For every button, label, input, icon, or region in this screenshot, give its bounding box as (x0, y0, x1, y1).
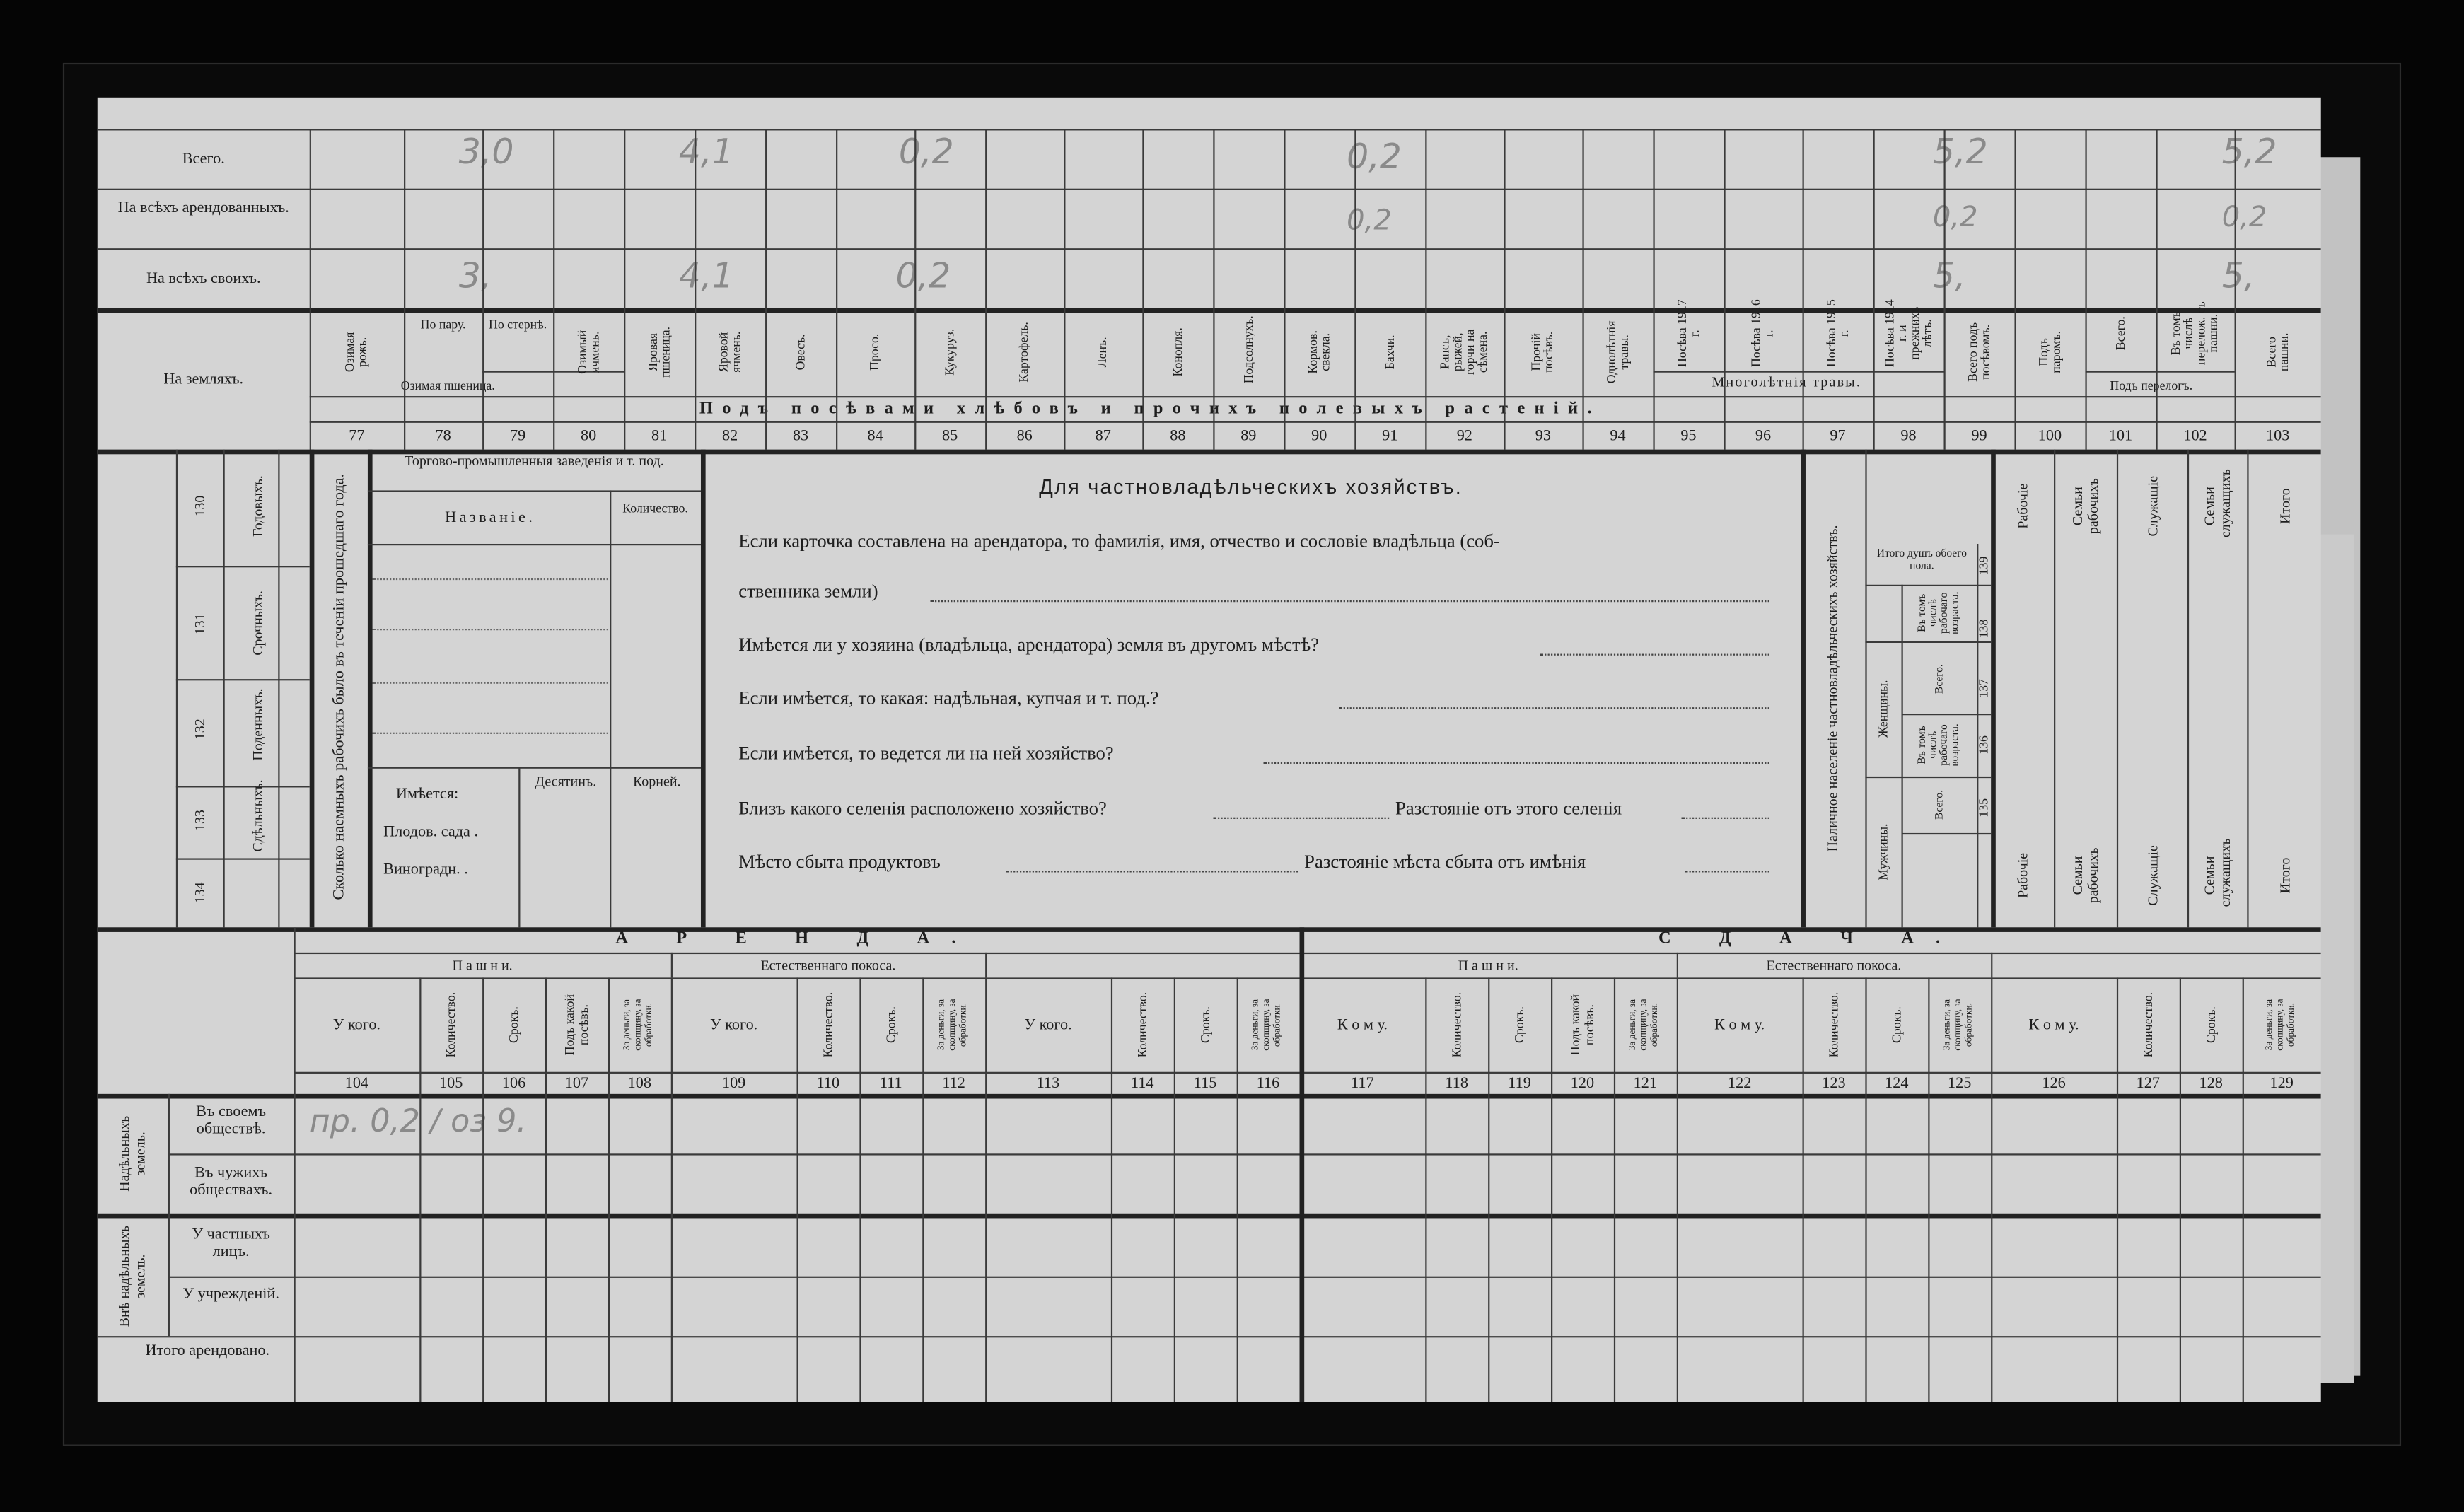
top-col-line (765, 129, 767, 449)
crop-100: Подъ паромъ. (2035, 330, 2063, 373)
lower-pod_posev-120: Подъ какой посѣвъ. (1568, 994, 1597, 1056)
lower-group-line (1991, 953, 1992, 978)
lower-col-line (1425, 977, 1426, 1402)
trade-name-header: Названіе. (445, 509, 536, 527)
men-total-label: Всего. (1932, 789, 1946, 820)
lower-col-line (1111, 977, 1112, 1402)
col-num-82: 82 (721, 427, 738, 445)
top-col-line (1873, 129, 1875, 449)
worker-col-line (2247, 450, 2248, 928)
lower-col-num-123: 123 (1822, 1075, 1846, 1093)
lower-col-num-106: 106 (501, 1075, 526, 1093)
fallow-label: Подъ перелогъ. (2110, 378, 2193, 393)
lower-col-line (545, 977, 547, 1402)
lower-col-line (482, 977, 484, 1402)
col-num-95: 95 (1680, 427, 1697, 445)
col-139: 139 (1977, 556, 1992, 576)
row-private-persons: У частныхъ лицъ. (192, 1226, 270, 1261)
lower-srok-115: Срокъ. (1198, 1006, 1213, 1044)
lower-kolichestvo-105: Количество. (443, 991, 458, 1058)
arenda-pokos: Естественнаго покоса. (760, 957, 896, 973)
col-num-89: 89 (1240, 427, 1257, 445)
korney-header: Корней. (632, 773, 681, 789)
winter-wheat-label: Озимая пшеница. (400, 378, 495, 393)
worker-col-line (2117, 450, 2118, 928)
lower-komu-122: К о м у. (1714, 1016, 1765, 1035)
crop-85: Кукуруз. (942, 328, 957, 376)
lower-srok-119: Срокъ. (1512, 1006, 1527, 1044)
row-total-rented: Итого арендовано. (145, 1342, 270, 1360)
sdacha-pashni: П а ш н и. (1458, 957, 1518, 973)
population-title: Наличное населеніе частновладѣльческихъ хозяйствъ. (1824, 525, 1840, 852)
lower-col-line (2117, 977, 2118, 1402)
lower-kolichestvo-114: Количество. (1135, 991, 1150, 1058)
crop-95: Посѣва 1917 г. (1674, 299, 1702, 368)
lower-srok-128: Срокъ. (2204, 1006, 2219, 1044)
top-col-line (1803, 129, 1804, 449)
hw-rented-103: 0,2 (2221, 201, 2267, 235)
nadel-lands-label: Надѣльныхъ земель. (116, 1115, 148, 1192)
col-num-77: 77 (349, 427, 365, 445)
top-col-line (914, 129, 916, 449)
q-land-type: Если имѣется, то какая: надѣльная, купчая и т. под.? (738, 687, 1159, 709)
col-num-96: 96 (1755, 427, 1772, 445)
lower-col-num-120: 120 (1570, 1075, 1595, 1093)
col-136: 136 (1977, 735, 1992, 755)
top-col-line (1425, 129, 1426, 449)
crop-78: По пару. (420, 317, 466, 332)
population-total-label: Итого душъ обоего пола. (1876, 547, 1967, 572)
lower-col-line (859, 977, 861, 1402)
lower-col-num-124: 124 (1885, 1075, 1909, 1093)
top-col-line (695, 129, 696, 449)
lower-col-num-122: 122 (1727, 1075, 1752, 1093)
lower-za_dengi-125: За деньги, за скопщину, за обработки. (1943, 999, 1975, 1051)
col-num-100: 100 (2038, 427, 2062, 445)
lower-kolichestvo-123: Количество. (1826, 991, 1841, 1058)
q-owner-line2: ственника земли) (738, 580, 878, 603)
lower-col-num-107: 107 (564, 1075, 589, 1093)
hired-col-130: 130 (192, 495, 208, 517)
lower-group-line (1677, 953, 1678, 978)
hw-total-85: 0,2 (898, 133, 954, 173)
hw-own-103: 5, (2221, 257, 2255, 298)
winter-wheat-bracket (482, 371, 624, 373)
lower-za_dengi-121: За деньги, за скопщину, за обработки. (1628, 999, 1661, 1051)
q-owner-line1: Если карточка составлена на арендатора, то фамилія, имя, отчество и сословіе владѣльца (соб- (738, 529, 1500, 552)
crop-96: Посѣва 1916 г. (1748, 299, 1776, 368)
col-num-81: 81 (651, 427, 668, 445)
sdacha-heading: С Д А Ч А. (1658, 929, 1963, 948)
hired-col-132: 132 (192, 719, 208, 740)
col-num-99: 99 (1971, 427, 1987, 445)
top-col-line (1064, 129, 1065, 449)
top-col-line (624, 129, 625, 449)
worker-3-top: Семьи служащихъ (2201, 469, 2233, 538)
col-num-85: 85 (942, 427, 958, 445)
top-col-line (2014, 129, 2016, 449)
lower-group-line (985, 953, 987, 978)
hw-total-82: 4,1 (678, 133, 734, 173)
hired-label-133: Сдѣльныхъ. (250, 779, 266, 852)
crop-103: Всего пашни. (2263, 332, 2291, 372)
worker-0-bottom: Рабочіе (2014, 852, 2030, 899)
lower-col-line (671, 977, 673, 1402)
lower-col-num-115: 115 (1193, 1075, 1217, 1093)
worker-2-bottom: Служащіе (2144, 845, 2161, 906)
men-label: Мужчины. (1876, 823, 1890, 880)
crop-93: Прочій посѣвъ. (1528, 331, 1556, 373)
lower-srok-106: Срокъ. (506, 1006, 521, 1044)
col-num-102: 102 (2183, 427, 2207, 445)
census-card (98, 98, 2321, 1402)
col-num-80: 80 (580, 427, 597, 445)
hw-total-99: 5,2 (1932, 133, 1988, 173)
lower-col-line (1174, 977, 1175, 1402)
row-institutions: У учрежденій. (182, 1286, 279, 1303)
hired-label-130: Годовыхъ. (250, 475, 266, 537)
crop-79: По стернѣ. (489, 317, 547, 332)
crop-99: Всего подъ посѣвомъ. (1965, 322, 1992, 382)
q-market: Мѣсто сбыта продуктовъ (738, 850, 941, 873)
lower-col-line (1237, 977, 1238, 1402)
hired-label-131: Срочныхъ. (250, 591, 266, 656)
q-farming-there: Если имѣется, то ведется ли на ней хозяйство? (738, 742, 1114, 764)
crop-92: Рапсъ, рыжей, горчи на сѣмена. (1438, 329, 1490, 376)
top-col-line (2235, 129, 2236, 449)
lower-col-num-129: 129 (2270, 1075, 2294, 1093)
col-num-78: 78 (435, 427, 451, 445)
crop-90: Кормов. свекла. (1305, 330, 1332, 374)
lower-col-num-126: 126 (2042, 1075, 2066, 1093)
lower-col-num-112: 112 (942, 1075, 965, 1093)
worker-2-top: Служащіе (2144, 475, 2161, 537)
col-num-98: 98 (1900, 427, 1917, 445)
crop-101: Всего. (2113, 316, 2127, 351)
lower-group-line (671, 953, 673, 978)
top-col-line (1504, 129, 1505, 449)
hired-workers-label: Сколько наемныхъ рабочихъ было въ теченіи прошедшаго года. (330, 473, 349, 900)
lower-u_kogo-109: У кого. (709, 1016, 758, 1035)
col-num-87: 87 (1095, 427, 1111, 445)
crop-81: Яровая пшеница. (645, 326, 672, 378)
lower-pod_posev-107: Подъ какой посѣвъ. (562, 994, 591, 1056)
lower-srok-124: Срокъ. (1889, 1006, 1904, 1044)
top-col-line (1213, 129, 1214, 449)
women-working-age-label: Въ томъ числѣ рабочаго возраста. (1915, 591, 1961, 635)
col-num-103: 103 (2265, 427, 2290, 445)
lower-col-line (985, 977, 987, 1402)
lower-za_dengi-129: За деньги, за скопщину, за обработки. (2265, 999, 2297, 1051)
col-num-88: 88 (1170, 427, 1186, 445)
lower-col-line (1803, 977, 1804, 1402)
lower-col-num-113: 113 (1036, 1075, 1060, 1093)
col-num-86: 86 (1016, 427, 1033, 445)
lower-col-line (922, 977, 924, 1402)
col-num-101: 101 (2108, 427, 2133, 445)
hw-total-91: 0,2 (1347, 138, 1402, 178)
col-num-97: 97 (1830, 427, 1846, 445)
crop-84: Просо. (867, 333, 882, 371)
lower-col-num-111: 111 (879, 1075, 902, 1093)
lower-col-line (1928, 977, 1929, 1402)
lower-col-line (1614, 977, 1615, 1402)
lower-col-num-108: 108 (627, 1075, 651, 1093)
lower-za_dengi-116: За деньги, за скопщину, за обработки. (1251, 999, 1284, 1051)
hw-arenda-row1: пр. 0,2 / оз 9. (309, 1101, 527, 1140)
lower-col-num-121: 121 (1633, 1075, 1657, 1093)
lower-col-line (1488, 977, 1489, 1402)
top-col-line (2085, 129, 2086, 449)
lower-col-num-116: 116 (1256, 1075, 1280, 1093)
q-nearest-village: Близъ какого селенія расположено хозяйство? (738, 796, 1107, 819)
row-label-total: Всего. (182, 151, 225, 168)
col-num-83: 83 (792, 427, 809, 445)
crop-82: Яровой ячмень. (716, 331, 743, 373)
worker-0-top: Рабочіе (2014, 483, 2030, 529)
lower-komu-126: К о м у. (2028, 1016, 2079, 1035)
orchard-have-label: Имѣется: (395, 786, 459, 803)
top-col-line (1653, 129, 1654, 449)
lower-komu-117: К о м у. (1337, 1016, 1388, 1035)
top-col-line (1284, 129, 1285, 449)
col-num-93: 93 (1535, 427, 1552, 445)
crop-94: Однолѣтнія травы. (1603, 320, 1631, 384)
worker-col-line (2187, 450, 2189, 928)
hw-own-85: 0,2 (895, 257, 951, 298)
hired-col-133: 133 (192, 810, 208, 832)
fallow-bracket (2085, 371, 2234, 373)
top-col-line (553, 129, 554, 449)
fruit-orchard-label: Плодов. сада . (383, 823, 479, 842)
hw-own-99: 5, (1932, 257, 1966, 298)
sdacha-pokos: Естественнаго покоса. (1766, 957, 1902, 973)
lower-col-num-125: 125 (1948, 1075, 1972, 1093)
top-col-line (1724, 129, 1725, 449)
lower-col-line (2180, 977, 2181, 1402)
lower-kolichestvo-118: Количество. (1449, 991, 1464, 1058)
worker-4-bottom: Итого (2276, 857, 2292, 894)
arenda-heading: А Р Е Н Д А. (615, 929, 978, 948)
hw-own-82: 4,1 (678, 257, 734, 298)
crops-heading: Подъ посѣвами хлѣбовъ и прочихъ полевыхъ растеній. (699, 399, 1601, 419)
crop-88: Конопля. (1170, 327, 1185, 377)
crop-83: Овесъ. (792, 334, 807, 371)
top-col-line (1354, 129, 1356, 449)
crop-77: Озимая рожь. (342, 332, 370, 373)
lower-u_kogo-104: У кого. (332, 1016, 381, 1035)
perennial-grass-label: Многолѣтнія травы. (1712, 373, 1862, 390)
col-137: 137 (1977, 679, 1992, 698)
private-farms-title: Для частновладѣльческихъ хозяйствъ. (1039, 475, 1463, 499)
worker-1-bottom: Семьи рабочихъ (2069, 847, 2101, 904)
top-col-line (482, 129, 484, 449)
q-distance-market: Разстояніе мѣста сбыта отъ имѣнія (1304, 850, 1586, 873)
lower-col-num-105: 105 (439, 1075, 463, 1093)
arenda-pashni: П а ш н и. (452, 957, 513, 973)
lower-col-num-109: 109 (721, 1075, 746, 1093)
lower-col-line (2243, 977, 2244, 1402)
crop-98: Посѣва 1914 г. и прежнихъ лѣтъ. (1881, 299, 1934, 368)
lower-col-line (1991, 977, 1992, 1402)
lower-col-num-104: 104 (344, 1075, 369, 1093)
hired-col-134: 134 (192, 882, 208, 904)
top-col-line (2156, 129, 2157, 449)
lower-col-num-127: 127 (2136, 1075, 2161, 1093)
col-135: 135 (1977, 798, 1992, 818)
top-col-line (1142, 129, 1144, 449)
crop-86: Картофель. (1016, 322, 1031, 383)
row-label-rented: На всѣхъ арендованныхъ. (117, 199, 289, 217)
women-total-label: Всего. (1932, 664, 1946, 694)
hw-total-103: 5,2 (2221, 133, 2277, 173)
crop-102: Въ томъ числѣ перелож. съ пашни. (2168, 301, 2221, 366)
col-num-94: 94 (1610, 427, 1626, 445)
worker-col-line (2054, 450, 2055, 928)
lower-col-num-118: 118 (1445, 1075, 1468, 1093)
worker-4-top: Итого (2276, 488, 2292, 524)
hired-col-131: 131 (192, 613, 208, 635)
top-col-line (1582, 129, 1583, 449)
lower-col-line (1677, 977, 1678, 1402)
crop-89: Подсолнухъ. (1240, 315, 1255, 384)
col-num-91: 91 (1382, 427, 1398, 445)
lower-col-line (419, 977, 421, 1402)
lower-za_dengi-108: За деньги, за скопщину, за обработки. (622, 999, 655, 1051)
men-working-age-label: Въ томъ числѣ рабочаго возраста. (1915, 723, 1961, 767)
row-own-community: Въ своемъ обществѣ. (196, 1103, 267, 1139)
hw-rented-99: 0,2 (1932, 201, 1978, 235)
worker-3-bottom: Семьи служащихъ (2201, 838, 2233, 907)
row-other-communities: Въ чужихъ обществахъ. (190, 1164, 273, 1199)
top-col-line (985, 129, 987, 449)
perennial-bracket (1653, 371, 1943, 373)
lower-col-line (608, 977, 610, 1402)
col-num-92: 92 (1456, 427, 1472, 445)
lower-u_kogo-113: У кого. (1024, 1016, 1072, 1035)
q-land-elsewhere: Имѣется ли у хозяина (владѣльца, арендатора) земля въ другомъ мѣстѣ? (738, 633, 1320, 656)
q-distance-village: Разстояніе отъ этого селенія (1395, 796, 1622, 819)
lower-kolichestvo-127: Количество. (2141, 991, 2156, 1058)
women-label: Женщины. (1876, 680, 1890, 738)
top-col-line (836, 129, 837, 449)
row-label-on-lands: На земляхъ. (163, 371, 244, 388)
col-138: 138 (1977, 619, 1992, 639)
trade-qty-header: Количество. (622, 501, 688, 516)
lower-col-num-119: 119 (1508, 1075, 1531, 1093)
non-nadel-lands-label: Внѣ надѣльныхъ земель. (116, 1225, 148, 1327)
lower-col-num-110: 110 (816, 1075, 840, 1093)
top-col-line (404, 129, 405, 449)
crop-80: Озимый ячмень. (574, 330, 601, 374)
lower-col-line (1551, 977, 1552, 1402)
row-label-own: На всѣхъ своихъ. (146, 270, 261, 288)
hired-label-132: Поденныхъ. (250, 688, 266, 761)
col-num-84: 84 (867, 427, 883, 445)
lower-col-line (797, 977, 798, 1402)
lower-col-num-117: 117 (1351, 1075, 1374, 1093)
hw-rented-91: 0,2 (1347, 204, 1392, 238)
lower-col-num-128: 128 (2199, 1075, 2223, 1093)
crop-97: Посѣва 1915 г. (1823, 299, 1851, 368)
lower-za_dengi-112: За деньги, за скопщину, за обработки. (937, 999, 969, 1051)
hw-own-78: 3, (458, 257, 492, 298)
hw-total-78: 3,0 (458, 133, 514, 173)
trade-title: Торгово-промышленныя заведенія и т. под. (405, 453, 664, 469)
col-num-79: 79 (510, 427, 526, 445)
crop-91: Бахчи. (1382, 335, 1397, 370)
vineyard-label: Виноградн. . (383, 861, 468, 879)
desyatin-header: Десятинъ. (535, 773, 597, 789)
lower-col-line (1865, 977, 1866, 1402)
top-col-line (1943, 129, 1945, 449)
crop-87: Ленъ. (1095, 337, 1110, 368)
lower-srok-111: Срокъ. (883, 1006, 898, 1044)
lower-col-num-114: 114 (1131, 1075, 1154, 1093)
worker-1-top: Семьи рабочихъ (2069, 478, 2101, 535)
col-num-90: 90 (1311, 427, 1327, 445)
lower-kolichestvo-110: Количество. (820, 991, 835, 1058)
